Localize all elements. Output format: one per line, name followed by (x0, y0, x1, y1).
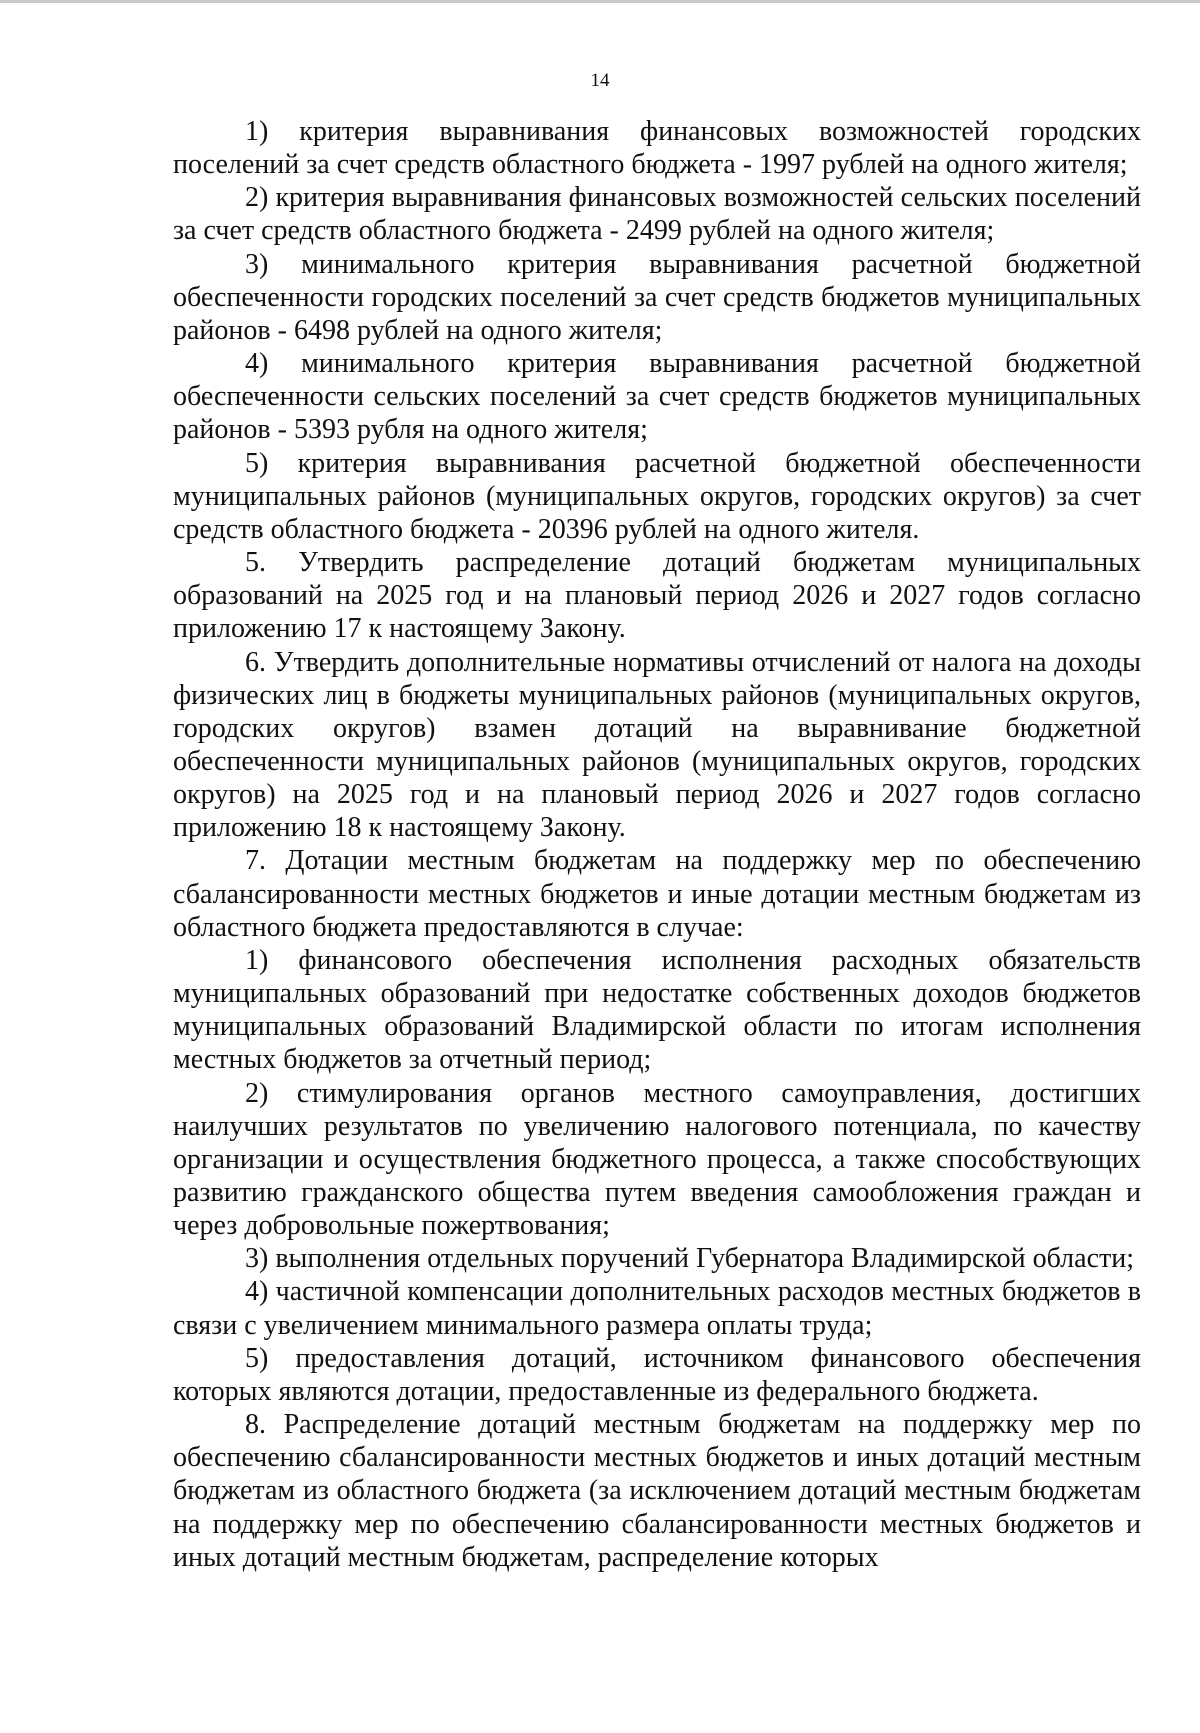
paragraph-item-6: 6. Утвердить дополнительные нормативы отчислений от налога на доходы физических лиц в бюджеты муниципальных районов (муниципальных округов, городских округов) взамен дотаций на выравнивание бюджетной обеспеченности муниципальных районов (муниципальных округов, городских округов) на 2025 год и на плановый период 2026 и 2027 годов согласно приложению 18 к настоящему Закону. (173, 646, 1141, 844)
paragraph-item-5: 5. Утвердить распределение дотаций бюджетам муниципальных образований на 2025 год и на плановый период 2026 и 2027 годов согласно приложению 17 к настоящему Закону. (173, 547, 1141, 645)
paragraph-item-7-5: 5) предоставления дотаций, источником финансового обеспечения которых являются дотации, предоставленные из федерального бюджета. (173, 1342, 1141, 1407)
document-body (173, 115, 1141, 1574)
paragraph-item-7-1: 1) финансового обеспечения исполнения расходных обязательств муниципальных образований при недостатке собственных доходов бюджетов муниципальных образований Владимирской области по итогам исполнения местных бюджетов за отчетный период; (173, 944, 1141, 1076)
paragraph-min-criterion-urban: 3) минимального критерия выравнивания расчетной бюджетной обеспеченности городских поселений за счет средств бюджетов муниципальных районов - 6498 рублей на одного жителя; (173, 248, 1141, 346)
paragraph-item-7-3: 3) выполнения отдельных поручений Губернатора Владимирской области; (245, 1243, 1135, 1275)
paragraph-item-8: 8. Распределение дотаций местным бюджетам на поддержку мер по обеспечению сбалансированности местных бюджетов и иных дотаций местным бюджетам из областного бюджета (за исключением дотаций местным бюджетам на поддержку мер по обеспечению сбалансированности местных бюджетов и иных дотаций местным бюджетам, распределение которых (173, 1409, 1141, 1573)
paragraph-criterion-urban-settlements: 1) критерия выравнивания финансовых возможностей городских поселений за счет средств областного бюджета - 1997 рублей на одного жителя; (173, 116, 1141, 181)
paragraph-item-7: 7. Дотации местным бюджетам на поддержку мер по обеспечению сбалансированности местных бюджетов и иные дотации местным бюджетам из областного бюджета предоставляются в случае: (173, 845, 1141, 943)
paragraph-item-7-4: 4) частичной компенсации дополнительных расходов местных бюджетов в связи с увеличением минимального размера оплаты труда; (173, 1276, 1141, 1341)
scan-top-edge (0, 0, 1200, 3)
paragraph-criterion-rural-settlements: 2) критерия выравнивания финансовых возможностей сельских поселений за счет средств областного бюджета - 2499 рублей на одного жителя; (173, 182, 1141, 247)
paragraph-criterion-districts: 5) критерия выравнивания расчетной бюджетной обеспеченности муниципальных районов (муниципальных округов, городских округов) за счет средств областного бюджета - 20396 рублей на одного жителя. (173, 447, 1141, 545)
page-number: 14 (590, 70, 610, 91)
paragraph-min-criterion-rural: 4) минимального критерия выравнивания расчетной бюджетной обеспеченности сельских поселений за счет средств бюджетов муниципальных районов - 5393 рубля на одного жителя; (173, 348, 1141, 446)
paragraph-item-7-2: 2) стимулирования органов местного самоуправления, достигших наилучших результатов по увеличению налогового потенциала, по качеству организации и осуществления бюджетного процесса, а также способствующих развитию гражданского общества путем введения самообложения граждан и через добровольные пожертвования; (173, 1077, 1141, 1242)
